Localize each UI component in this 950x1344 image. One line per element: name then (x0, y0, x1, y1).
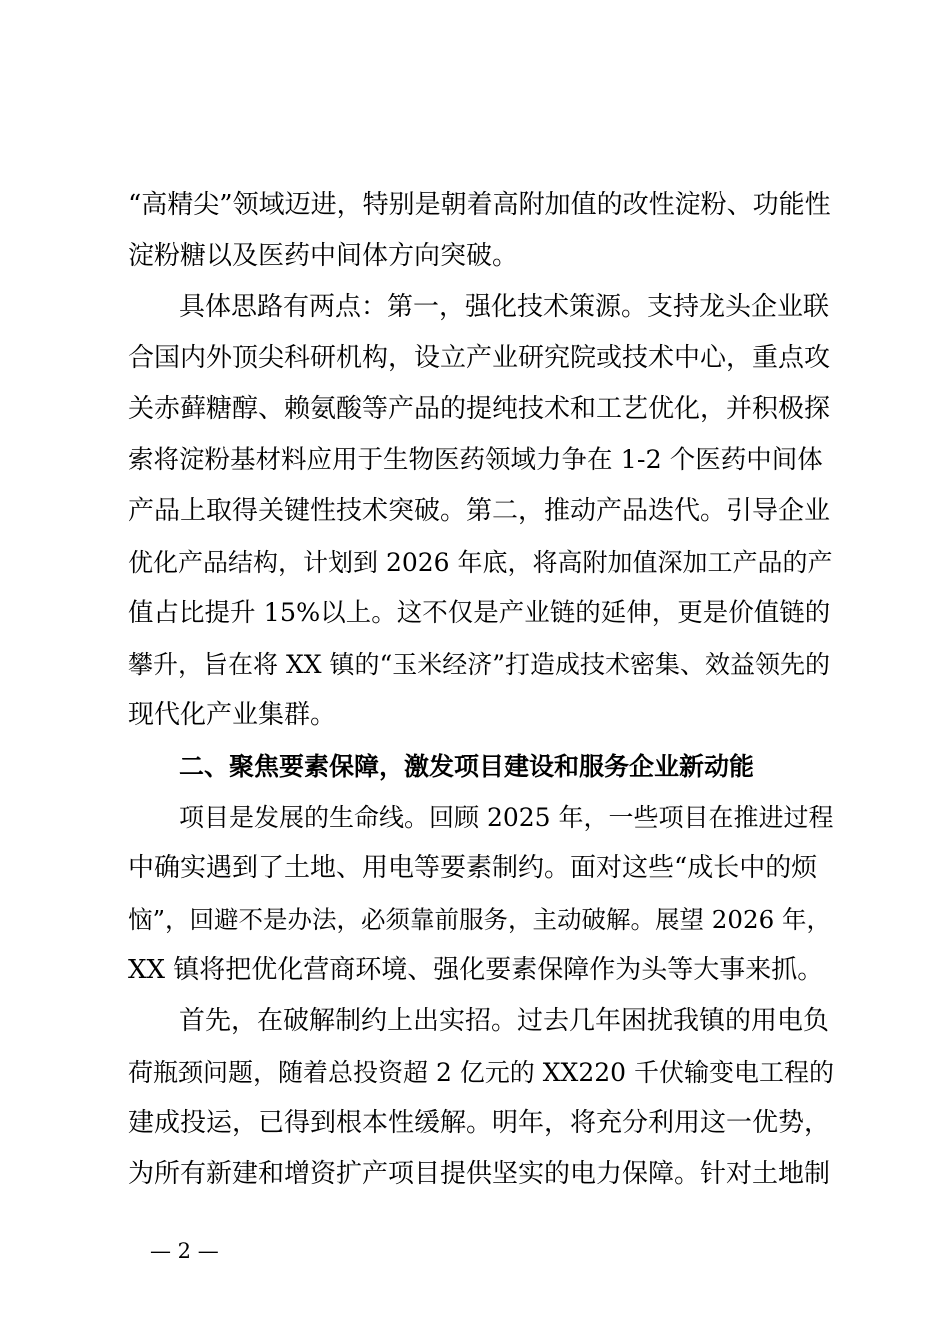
text-line: “高精尖”领域迈进，特别是朝着高附加值的改性淀粉、功能性 (128, 190, 831, 220)
page-number: — 2 — (150, 1239, 219, 1263)
paragraph-first-line: 首先，在破解制约上出实招。过去几年困扰我镇的用电负 (179, 1006, 830, 1036)
text-line: 合国内外顶尖科研机构，设立产业研究院或技术中心，重点攻 (128, 343, 831, 373)
text-line: 攀升，旨在将 XX 镇的“玉米经济”打造成技术密集、效益领先的 (128, 650, 831, 679)
text-line: 关赤藓糖醇、赖氨酸等产品的提纯技术和工艺优化，并积极探 (128, 394, 831, 424)
text-line: 产品上取得关键性技术突破。第二，推动产品迭代。引导企业 (128, 496, 831, 526)
text-line: 优化产品结构，计划到 2026 年底，将高附加值深加工产品的产 (128, 548, 833, 577)
text-line: 索将淀粉基材料应用于生物医药领域力争在 1-2 个医药中间体 (128, 445, 823, 475)
text-line: 建成投运，已得到根本性缓解。明年，将充分利用这一优势， (128, 1108, 831, 1138)
text-line: 为所有新建和增资扩产项目提供坚实的电力保障。针对土地制 (128, 1159, 831, 1189)
text-line: XX 镇将把优化营商环境、强化要素保障作为头等大事来抓。 (128, 955, 824, 985)
text-line: 淀粉糖以及医药中间体方向突破。 (128, 241, 519, 271)
document-body (128, 180, 834, 1200)
text-line: 值占比提升 15%以上。这不仅是产业链的延伸，更是价值链的 (128, 598, 831, 628)
paragraph-first-line: 具体思路有两点：第一，强化技术策源。支持龙头企业联 (179, 292, 830, 322)
text-line: 恼”，回避不是办法，必须靠前服务，主动破解。展望 2026 年， (128, 905, 831, 934)
paragraph-first-line: 项目是发展的生命线。回顾 2025 年，一些项目在推进过程 (179, 803, 834, 832)
text-line: 中确实遇到了土地、用电等要素制约。面对这些“成长中的烦 (128, 853, 818, 883)
text-line: 现代化产业集群。 (128, 700, 337, 730)
section-heading: 二、聚焦要素保障，激发项目建设和服务企业新动能 (179, 752, 755, 781)
text-line: 荷瓶颈问题，随着总投资超 2 亿元的 XX220 千伏输变电工程的 (128, 1058, 835, 1087)
